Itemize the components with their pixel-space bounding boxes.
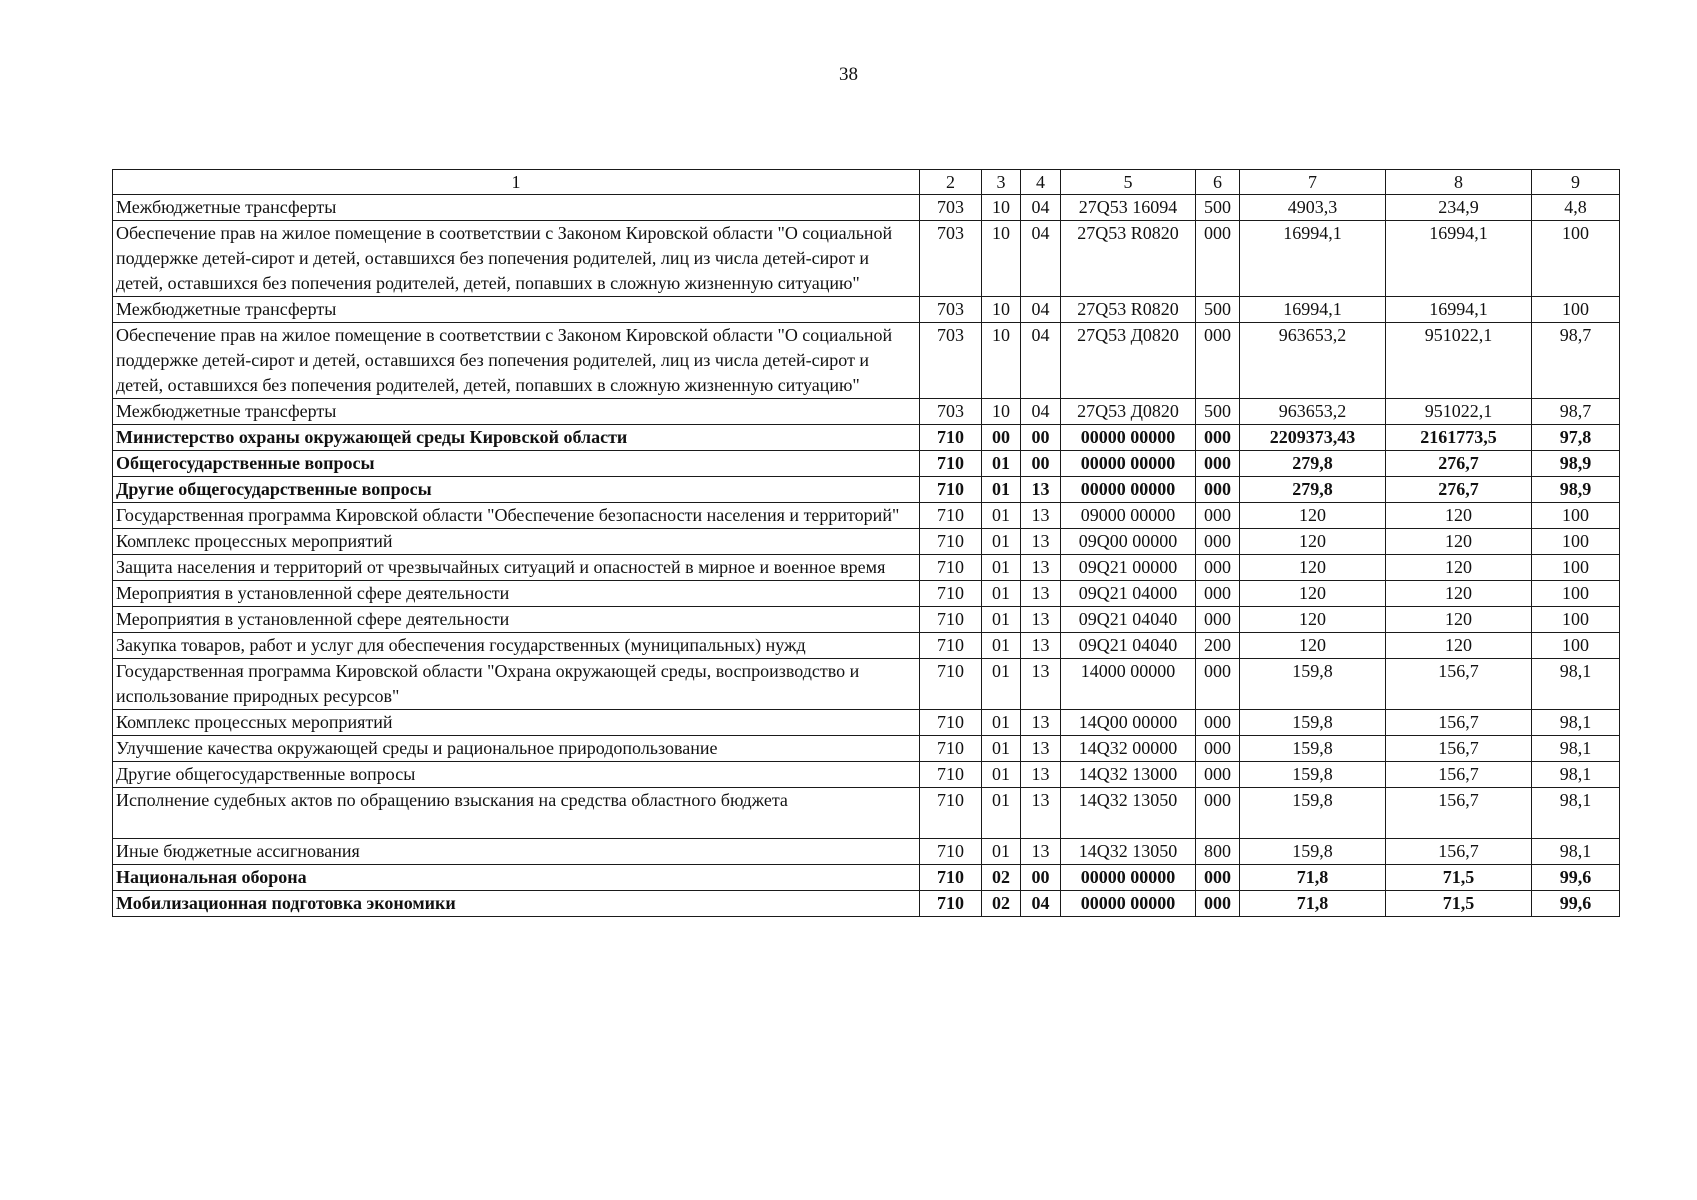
cell-col-2: 710: [920, 891, 982, 917]
cell-col-6: 000: [1196, 529, 1240, 555]
cell-col-6: 500: [1196, 399, 1240, 425]
cell-col-9: 100: [1532, 221, 1620, 297]
cell-col-5: 00000 00000: [1061, 425, 1196, 451]
table-row: [113, 788, 1620, 839]
cell-name: Другие общегосударственные вопросы: [113, 477, 920, 503]
cell-col-8: 156,7: [1386, 710, 1532, 736]
cell-col-9: 4,8: [1532, 195, 1620, 221]
cell-col-4: 04: [1021, 195, 1061, 221]
table-row: [113, 221, 1620, 297]
cell-col-7: 71,8: [1240, 891, 1386, 917]
cell-col-4: 13: [1021, 581, 1061, 607]
cell-col-2: 703: [920, 195, 982, 221]
cell-col-9: 100: [1532, 607, 1620, 633]
table-row: [113, 425, 1620, 451]
cell-col-8: 120: [1386, 581, 1532, 607]
cell-name: Министерство охраны окружающей среды Кировской области: [113, 425, 920, 451]
cell-col-2: 710: [920, 788, 982, 839]
cell-col-4: 04: [1021, 323, 1061, 399]
table-row: [113, 323, 1620, 399]
cell-col-5: 14Q32 13050: [1061, 839, 1196, 865]
cell-name: Межбюджетные трансферты: [113, 399, 920, 425]
cell-col-9: 98,1: [1532, 736, 1620, 762]
cell-col-9: 99,6: [1532, 891, 1620, 917]
cell-col-2: 710: [920, 503, 982, 529]
cell-col-8: 71,5: [1386, 891, 1532, 917]
cell-col-3: 10: [982, 221, 1021, 297]
cell-col-6: 000: [1196, 503, 1240, 529]
cell-col-5: 27Q53 Д0820: [1061, 399, 1196, 425]
column-header-1: 1: [113, 170, 920, 195]
cell-col-6: 000: [1196, 555, 1240, 581]
table-row: [113, 865, 1620, 891]
cell-col-2: 710: [920, 425, 982, 451]
cell-col-2: 710: [920, 633, 982, 659]
cell-name: Комплекс процессных мероприятий: [113, 710, 920, 736]
cell-name: Обеспечение прав на жилое помещение в соответствии с Законом Кировской области "О социальной поддержке детей-сирот и детей, оставшихся без попечения родителей, лиц из числа детей-сирот и детей, оставшихся без попечения родителей, детей, попавших в сложную жизненную ситуацию": [113, 221, 920, 297]
cell-col-3: 02: [982, 865, 1021, 891]
cell-col-7: 120: [1240, 555, 1386, 581]
cell-col-2: 710: [920, 451, 982, 477]
cell-col-7: 963653,2: [1240, 399, 1386, 425]
table-row: [113, 451, 1620, 477]
cell-col-9: 98,7: [1532, 399, 1620, 425]
cell-col-3: 01: [982, 503, 1021, 529]
cell-col-7: 2209373,43: [1240, 425, 1386, 451]
budget-table: [112, 169, 1620, 917]
cell-col-5: 09Q00 00000: [1061, 529, 1196, 555]
cell-name: Иные бюджетные ассигнования: [113, 839, 920, 865]
cell-col-8: 276,7: [1386, 451, 1532, 477]
cell-col-6: 500: [1196, 195, 1240, 221]
cell-col-5: 14Q00 00000: [1061, 710, 1196, 736]
cell-col-3: 01: [982, 788, 1021, 839]
cell-col-7: 159,8: [1240, 839, 1386, 865]
cell-col-5: 09Q21 04000: [1061, 581, 1196, 607]
cell-col-5: 00000 00000: [1061, 451, 1196, 477]
cell-col-3: 01: [982, 710, 1021, 736]
cell-col-2: 710: [920, 762, 982, 788]
cell-col-8: 156,7: [1386, 788, 1532, 839]
cell-col-3: 10: [982, 323, 1021, 399]
cell-col-9: 98,1: [1532, 659, 1620, 710]
cell-col-8: 120: [1386, 555, 1532, 581]
cell-col-4: 13: [1021, 659, 1061, 710]
cell-col-5: 09Q21 04040: [1061, 607, 1196, 633]
cell-col-8: 120: [1386, 529, 1532, 555]
column-header-5: 5: [1061, 170, 1196, 195]
cell-col-4: 13: [1021, 633, 1061, 659]
cell-col-3: 01: [982, 451, 1021, 477]
table-row: [113, 195, 1620, 221]
cell-col-9: 98,1: [1532, 710, 1620, 736]
cell-col-5: 00000 00000: [1061, 891, 1196, 917]
cell-col-3: 10: [982, 399, 1021, 425]
cell-col-8: 276,7: [1386, 477, 1532, 503]
cell-col-7: 159,8: [1240, 736, 1386, 762]
cell-col-4: 13: [1021, 529, 1061, 555]
cell-col-2: 710: [920, 529, 982, 555]
cell-col-4: 13: [1021, 839, 1061, 865]
table-row: [113, 736, 1620, 762]
table-row: [113, 659, 1620, 710]
cell-col-6: 000: [1196, 736, 1240, 762]
table-row: [113, 297, 1620, 323]
cell-col-2: 710: [920, 839, 982, 865]
cell-col-4: 04: [1021, 399, 1061, 425]
cell-col-7: 120: [1240, 607, 1386, 633]
table-row: [113, 581, 1620, 607]
cell-col-6: 800: [1196, 839, 1240, 865]
cell-col-3: 01: [982, 581, 1021, 607]
cell-col-2: 710: [920, 607, 982, 633]
cell-col-2: 710: [920, 659, 982, 710]
cell-col-9: 100: [1532, 555, 1620, 581]
cell-col-6: 000: [1196, 710, 1240, 736]
cell-col-4: 13: [1021, 555, 1061, 581]
cell-col-9: 100: [1532, 529, 1620, 555]
table-row: [113, 710, 1620, 736]
cell-col-4: 13: [1021, 607, 1061, 633]
cell-col-6: 000: [1196, 659, 1240, 710]
cell-col-7: 120: [1240, 503, 1386, 529]
cell-col-3: 01: [982, 633, 1021, 659]
cell-col-6: 200: [1196, 633, 1240, 659]
cell-col-2: 703: [920, 399, 982, 425]
cell-col-6: 000: [1196, 425, 1240, 451]
cell-col-9: 100: [1532, 297, 1620, 323]
cell-col-3: 00: [982, 425, 1021, 451]
cell-col-6: 000: [1196, 477, 1240, 503]
cell-name: Мероприятия в установленной сфере деятельности: [113, 581, 920, 607]
table-row: [113, 503, 1620, 529]
cell-col-7: 120: [1240, 633, 1386, 659]
cell-col-9: 98,1: [1532, 762, 1620, 788]
cell-col-9: 100: [1532, 503, 1620, 529]
cell-col-6: 000: [1196, 607, 1240, 633]
cell-name: Исполнение судебных актов по обращению взыскания на средства областного бюджета: [113, 788, 920, 839]
cell-col-6: 000: [1196, 581, 1240, 607]
cell-col-5: 09Q21 00000: [1061, 555, 1196, 581]
column-header-4: 4: [1021, 170, 1061, 195]
cell-col-3: 01: [982, 607, 1021, 633]
cell-name: Улучшение качества окружающей среды и рациональное природопользование: [113, 736, 920, 762]
cell-col-2: 710: [920, 477, 982, 503]
cell-col-4: 00: [1021, 425, 1061, 451]
cell-col-7: 159,8: [1240, 788, 1386, 839]
column-header-7: 7: [1240, 170, 1386, 195]
cell-col-7: 279,8: [1240, 477, 1386, 503]
cell-col-3: 01: [982, 477, 1021, 503]
cell-col-7: 120: [1240, 581, 1386, 607]
cell-col-8: 156,7: [1386, 839, 1532, 865]
cell-col-4: 04: [1021, 297, 1061, 323]
cell-col-9: 99,6: [1532, 865, 1620, 891]
cell-col-4: 00: [1021, 451, 1061, 477]
cell-col-4: 04: [1021, 891, 1061, 917]
cell-name: Защита населения и территорий от чрезвычайных ситуаций и опасностей в мирное и военное время: [113, 555, 920, 581]
cell-col-2: 710: [920, 581, 982, 607]
page-number: 38: [839, 64, 858, 85]
table-body: [113, 170, 1620, 917]
cell-name: Национальная оборона: [113, 865, 920, 891]
cell-name: Государственная программа Кировской области "Охрана окружающей среды, воспроизводство и использование природных ресурсов": [113, 659, 920, 710]
cell-col-7: 16994,1: [1240, 221, 1386, 297]
cell-col-8: 156,7: [1386, 736, 1532, 762]
table-row: [113, 555, 1620, 581]
cell-col-6: 000: [1196, 762, 1240, 788]
cell-col-3: 01: [982, 762, 1021, 788]
cell-col-9: 98,9: [1532, 477, 1620, 503]
cell-name: Комплекс процессных мероприятий: [113, 529, 920, 555]
cell-col-7: 963653,2: [1240, 323, 1386, 399]
cell-name: Другие общегосударственные вопросы: [113, 762, 920, 788]
cell-col-8: 951022,1: [1386, 323, 1532, 399]
cell-col-4: 00: [1021, 865, 1061, 891]
cell-col-2: 710: [920, 736, 982, 762]
cell-col-5: 27Q53 R0820: [1061, 221, 1196, 297]
cell-col-8: 16994,1: [1386, 297, 1532, 323]
cell-col-5: 14Q32 13000: [1061, 762, 1196, 788]
cell-name: Обеспечение прав на жилое помещение в соответствии с Законом Кировской области "О социальной поддержке детей-сирот и детей, оставшихся без попечения родителей, лиц из числа детей-сирот и детей, оставшихся без попечения родителей, детей, попавших в сложную жизненную ситуацию": [113, 323, 920, 399]
cell-col-5: 00000 00000: [1061, 477, 1196, 503]
table-row: [113, 762, 1620, 788]
cell-col-2: 710: [920, 865, 982, 891]
column-header-2: 2: [920, 170, 982, 195]
column-header-8: 8: [1386, 170, 1532, 195]
cell-col-6: 000: [1196, 323, 1240, 399]
cell-col-5: 27Q53 16094: [1061, 195, 1196, 221]
table-row: [113, 399, 1620, 425]
cell-name: Мобилизационная подготовка экономики: [113, 891, 920, 917]
cell-col-6: 000: [1196, 865, 1240, 891]
cell-col-8: 16994,1: [1386, 221, 1532, 297]
cell-name: Мероприятия в установленной сфере деятельности: [113, 607, 920, 633]
cell-col-3: 01: [982, 529, 1021, 555]
column-header-9: 9: [1532, 170, 1620, 195]
cell-name: Межбюджетные трансферты: [113, 195, 920, 221]
cell-col-5: 00000 00000: [1061, 865, 1196, 891]
cell-col-7: 16994,1: [1240, 297, 1386, 323]
cell-col-8: 234,9: [1386, 195, 1532, 221]
cell-col-6: 500: [1196, 297, 1240, 323]
cell-col-7: 71,8: [1240, 865, 1386, 891]
cell-col-3: 02: [982, 891, 1021, 917]
cell-col-4: 13: [1021, 736, 1061, 762]
cell-col-4: 04: [1021, 221, 1061, 297]
cell-col-3: 01: [982, 659, 1021, 710]
cell-col-5: 09Q21 04040: [1061, 633, 1196, 659]
cell-col-9: 98,9: [1532, 451, 1620, 477]
cell-col-2: 703: [920, 221, 982, 297]
cell-col-3: 01: [982, 839, 1021, 865]
cell-col-5: 14000 00000: [1061, 659, 1196, 710]
cell-col-2: 710: [920, 710, 982, 736]
table-row: [113, 633, 1620, 659]
cell-col-9: 97,8: [1532, 425, 1620, 451]
table-row: [113, 839, 1620, 865]
cell-col-9: 100: [1532, 581, 1620, 607]
cell-col-6: 000: [1196, 221, 1240, 297]
cell-col-8: 120: [1386, 633, 1532, 659]
table-row: [113, 607, 1620, 633]
cell-col-4: 13: [1021, 710, 1061, 736]
table-header-row: [113, 170, 1620, 195]
cell-name: Общегосударственные вопросы: [113, 451, 920, 477]
cell-col-8: 156,7: [1386, 762, 1532, 788]
cell-col-8: 156,7: [1386, 659, 1532, 710]
cell-col-7: 159,8: [1240, 762, 1386, 788]
cell-col-8: 71,5: [1386, 865, 1532, 891]
cell-col-5: 09000 00000: [1061, 503, 1196, 529]
cell-col-4: 13: [1021, 477, 1061, 503]
cell-col-2: 703: [920, 297, 982, 323]
cell-col-9: 98,1: [1532, 839, 1620, 865]
cell-col-5: 14Q32 13050: [1061, 788, 1196, 839]
cell-col-5: 14Q32 00000: [1061, 736, 1196, 762]
cell-name: Государственная программа Кировской области "Обеспечение безопасности населения и территорий": [113, 503, 920, 529]
cell-col-7: 159,8: [1240, 710, 1386, 736]
column-header-6: 6: [1196, 170, 1240, 195]
cell-col-5: 27Q53 Д0820: [1061, 323, 1196, 399]
cell-name: Закупка товаров, работ и услуг для обеспечения государственных (муниципальных) нужд: [113, 633, 920, 659]
cell-col-3: 01: [982, 736, 1021, 762]
cell-col-3: 10: [982, 297, 1021, 323]
cell-col-8: 120: [1386, 607, 1532, 633]
cell-col-6: 000: [1196, 788, 1240, 839]
cell-col-7: 279,8: [1240, 451, 1386, 477]
cell-col-6: 000: [1196, 891, 1240, 917]
table-row: [113, 891, 1620, 917]
cell-name: Межбюджетные трансферты: [113, 297, 920, 323]
cell-col-8: 951022,1: [1386, 399, 1532, 425]
cell-col-4: 13: [1021, 762, 1061, 788]
cell-col-9: 98,1: [1532, 788, 1620, 839]
column-header-3: 3: [982, 170, 1021, 195]
table-row: [113, 529, 1620, 555]
cell-col-4: 13: [1021, 788, 1061, 839]
cell-col-2: 710: [920, 555, 982, 581]
cell-col-7: 120: [1240, 529, 1386, 555]
cell-col-9: 100: [1532, 633, 1620, 659]
cell-col-2: 703: [920, 323, 982, 399]
cell-col-9: 98,7: [1532, 323, 1620, 399]
cell-col-3: 10: [982, 195, 1021, 221]
table-row: [113, 477, 1620, 503]
cell-col-8: 120: [1386, 503, 1532, 529]
cell-col-8: 2161773,5: [1386, 425, 1532, 451]
cell-col-3: 01: [982, 555, 1021, 581]
cell-col-5: 27Q53 R0820: [1061, 297, 1196, 323]
cell-col-7: 4903,3: [1240, 195, 1386, 221]
cell-col-6: 000: [1196, 451, 1240, 477]
cell-col-4: 13: [1021, 503, 1061, 529]
cell-col-7: 159,8: [1240, 659, 1386, 710]
